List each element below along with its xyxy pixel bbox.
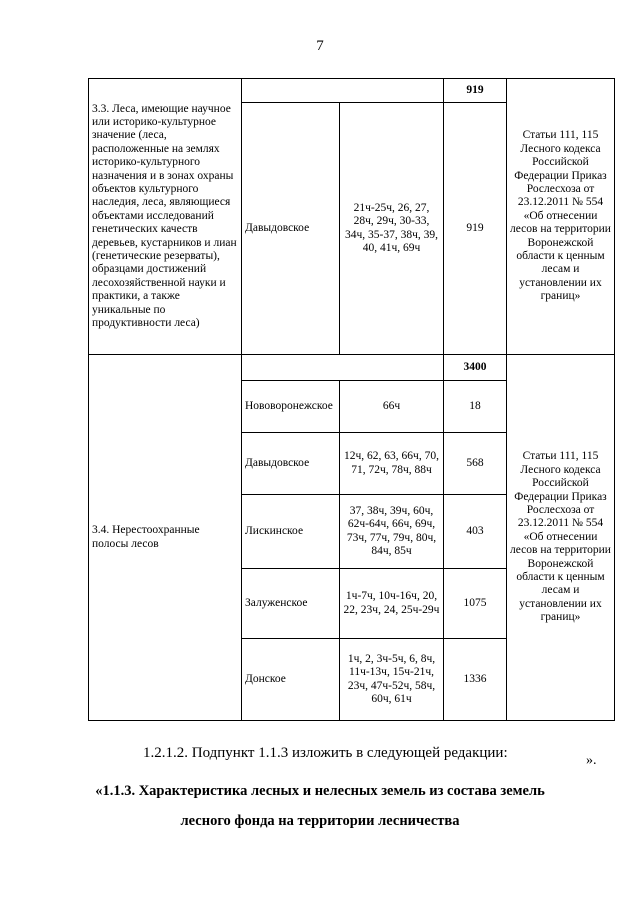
empty-cell bbox=[242, 355, 444, 381]
category-cell: 3.4. Нерестоохранные полосы лесов bbox=[89, 355, 242, 721]
forestry-cell: Нововоронежское bbox=[242, 381, 340, 433]
forestry-cell: Давыдовское bbox=[242, 103, 340, 355]
quarters-cell: 12ч, 62, 63, 66ч, 70, 71, 72ч, 78ч, 88ч bbox=[340, 433, 444, 495]
quarters-cell: 1ч, 2, 3ч-5ч, 6, 8ч, 11ч-13ч, 15ч-21ч, 23ч, 47ч-52ч, 58ч, 60ч, 61ч bbox=[340, 639, 444, 721]
closing-quote: ». bbox=[586, 753, 597, 768]
area-cell: 919 bbox=[444, 103, 507, 355]
area-cell: 18 bbox=[444, 381, 507, 433]
legal-basis-cell: Статьи 111, 115 Лесного кодекса Российской Федерации Приказ Рослесхоза от 23.12.2011 № 554 «Об отнесении лесов на территории Воронежской области к ценным лесам и установлении их границ» bbox=[507, 355, 615, 721]
quarters-cell: 66ч bbox=[340, 381, 444, 433]
section-total: 919 bbox=[444, 79, 507, 103]
table-row bbox=[89, 79, 615, 103]
table-row bbox=[89, 355, 615, 381]
forest-protection-table bbox=[88, 78, 615, 721]
quarters-cell: 1ч-7ч, 10ч-16ч, 20, 22, 23ч, 24, 25ч-29ч bbox=[340, 569, 444, 639]
forestry-cell: Залуженское bbox=[242, 569, 340, 639]
area-cell: 568 bbox=[444, 433, 507, 495]
section-heading-line-1: «1.1.3. Характеристика лесных и нелесных земель из состава земель bbox=[95, 783, 545, 799]
section-heading-line-2: лесного фонда на территории лесничества bbox=[180, 813, 460, 829]
forestry-cell: Давыдовское bbox=[242, 433, 340, 495]
area-cell: 1336 bbox=[444, 639, 507, 721]
category-cell: 3.3. Леса, имеющие научное или историко-культурное значение (леса, расположенные на землях историко-культурного назначения и в зонах охраны объектов культурного наследия, леса, являющиеся объектами исследований генетических качеств деревьев, кустарников и лиан (генетические резерваты), образцами достижений лесохозяйственной науки и практики, а также уникальные по продуктивности леса) bbox=[89, 79, 242, 355]
amendment-paragraph: 1.2.1.2. Подпункт 1.1.3 изложить в следующей редакции: bbox=[143, 745, 508, 761]
section-total: 3400 bbox=[444, 355, 507, 381]
quarters-cell: 37, 38ч, 39ч, 60ч, 62ч-64ч, 66ч, 69ч, 73ч, 77ч, 79ч, 80ч, 84ч, 85ч bbox=[340, 495, 444, 569]
forestry-cell: Донское bbox=[242, 639, 340, 721]
forestry-cell: Лискинское bbox=[242, 495, 340, 569]
area-cell: 1075 bbox=[444, 569, 507, 639]
legal-basis-cell: Статьи 111, 115 Лесного кодекса Российской Федерации Приказ Рослесхоза от 23.12.2011 № 554 «Об отнесении лесов на территории Воронежской области к ценным лесам и установлении их границ» bbox=[507, 79, 615, 355]
empty-cell bbox=[242, 79, 444, 103]
page-number: 7 bbox=[316, 38, 324, 54]
area-cell: 403 bbox=[444, 495, 507, 569]
quarters-cell: 21ч-25ч, 26, 27, 28ч, 29ч, 30-33, 34ч, 35-37, 38ч, 39, 40, 41ч, 69ч bbox=[340, 103, 444, 355]
